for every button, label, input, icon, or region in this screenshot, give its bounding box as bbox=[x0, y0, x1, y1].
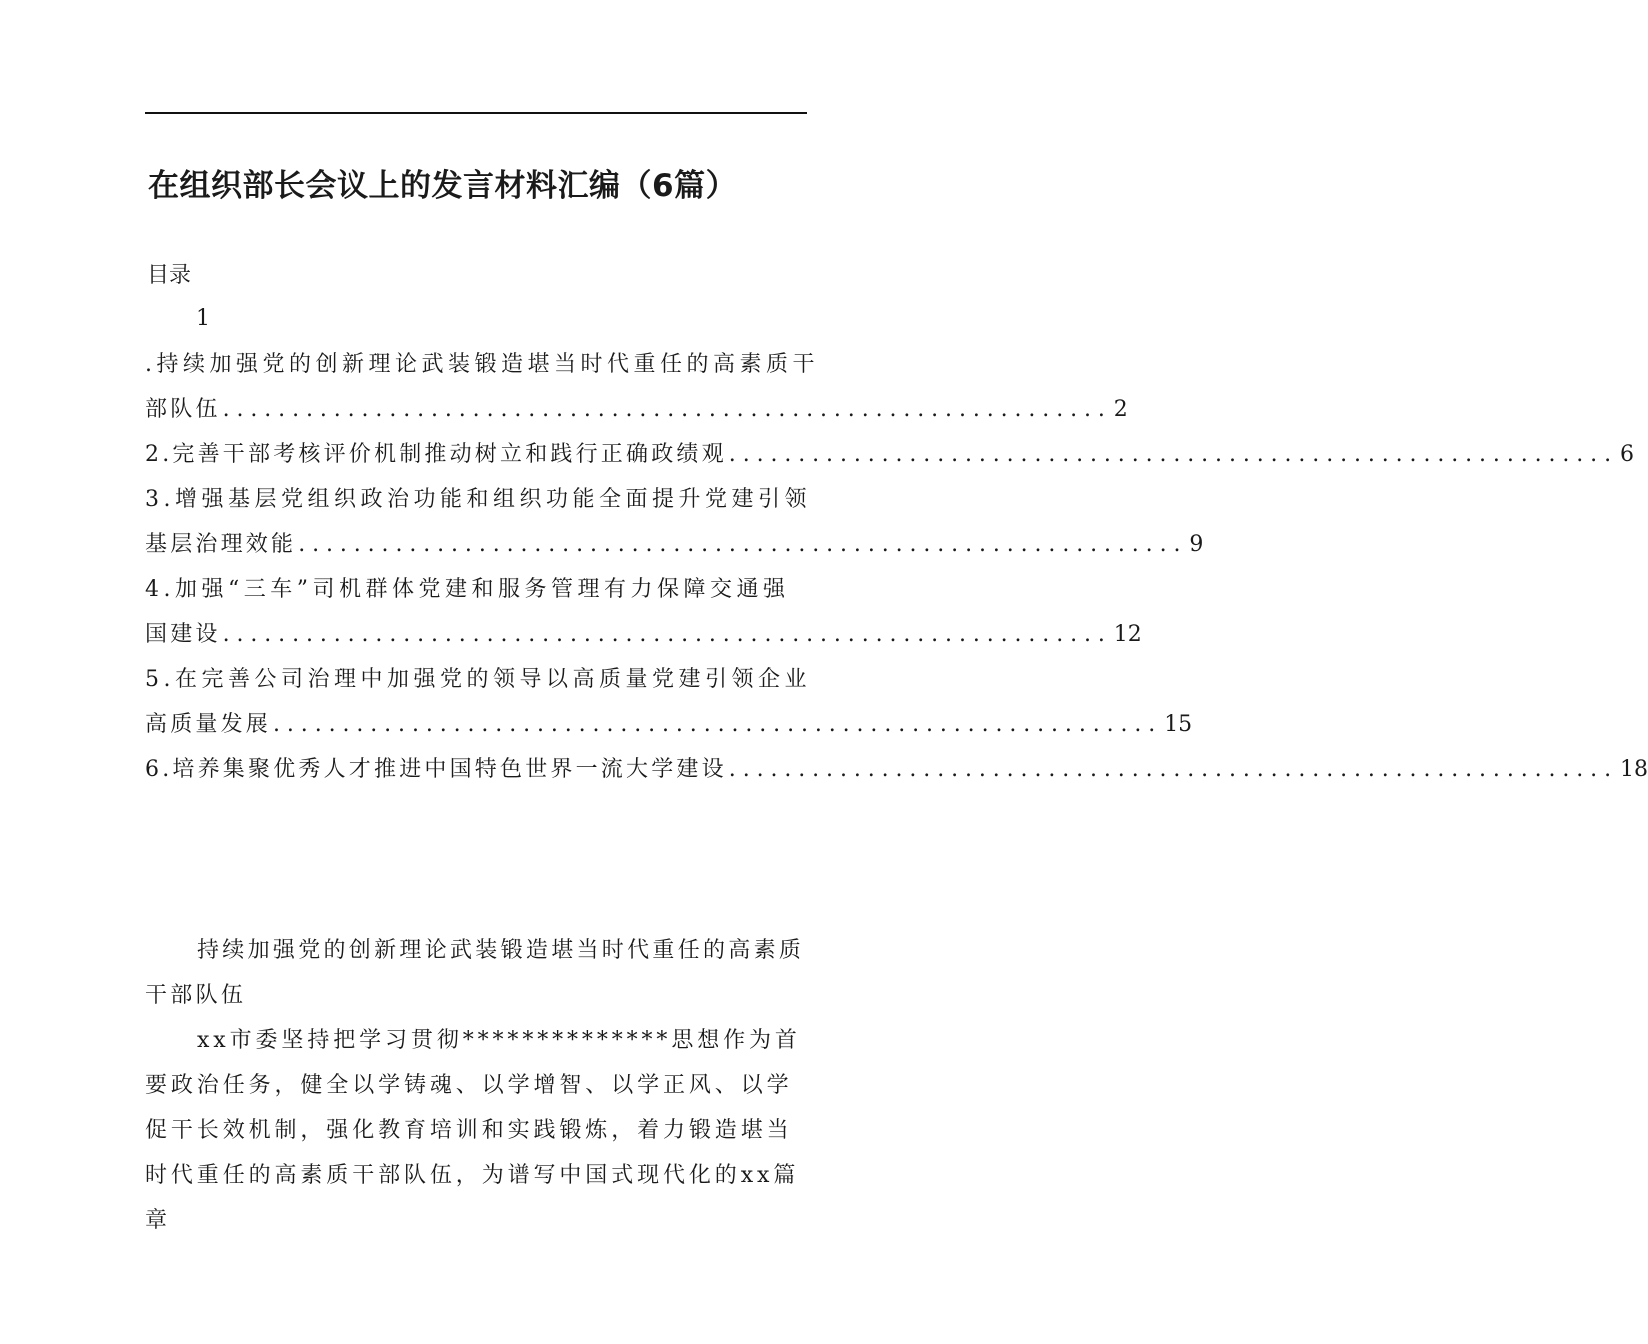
toc-entry-3-line1[interactable]: 3.增强基层党组织政治功能和组织功能全面提升党建引领 bbox=[145, 487, 811, 512]
toc-entry-5-line1[interactable]: 5.在完善公司治理中加强党的领导以高质量党建引领企业 bbox=[145, 667, 811, 692]
toc-leader-dots: ................................................................ bbox=[222, 397, 1112, 422]
toc-page-number: 18 bbox=[1619, 757, 1648, 782]
toc-leader-dots: ................................................................ bbox=[273, 712, 1163, 737]
toc-page-number: 12 bbox=[1113, 622, 1142, 647]
toc-entry-text: 高质量发展 bbox=[145, 712, 272, 737]
toc-entry-4-line2[interactable] bbox=[145, 620, 1142, 665]
toc-page-number: 9 bbox=[1189, 532, 1204, 557]
toc-page-number: 2 bbox=[1113, 397, 1128, 422]
toc-entry-text: 部队伍 bbox=[145, 397, 221, 422]
body-section bbox=[145, 928, 807, 1243]
body-paragraph: xx市委坚持把学习贯彻**************思想作为首要政治任务，健全以学铸魂、以学增智、以学正风、以学促干长效机制，强化教育培训和实践锻炼，着力锻造堪当时代重任的高素质干部队伍，为谱写中国式现代化的xx篇章 bbox=[145, 1028, 801, 1233]
toc-leader-dots: ................................................................ bbox=[298, 532, 1188, 557]
toc-leader-dots: ................................................................ bbox=[728, 757, 1618, 782]
toc-first-number: 1 bbox=[196, 306, 210, 331]
toc-entry-1-line2[interactable] bbox=[145, 395, 1128, 440]
toc-entry-text: 2.完善干部考核评价机制推动树立和践行正确政绩观 bbox=[145, 442, 727, 467]
toc-leader-dots: ................................................................ bbox=[222, 622, 1112, 647]
toc-entry-text: 国建设 bbox=[145, 622, 221, 647]
document-title: 在组织部长会议上的发言材料汇编（6篇） bbox=[148, 168, 738, 204]
toc-page-number: 6 bbox=[1619, 442, 1634, 467]
toc-heading: 目录 bbox=[147, 263, 192, 288]
toc-entry-6[interactable] bbox=[145, 755, 1648, 800]
toc-leader-dots: ................................................................ bbox=[728, 442, 1618, 467]
toc-entry-2[interactable] bbox=[145, 440, 1634, 485]
header-rule bbox=[145, 112, 807, 114]
toc-entry-text: 6.培养集聚优秀人才推进中国特色世界一流大学建设 bbox=[145, 757, 727, 782]
toc-entry-4-line1[interactable]: 4.加强“三车”司机群体党建和服务管理有力保障交通强 bbox=[145, 577, 790, 602]
toc-entry-1-line1[interactable]: .持续加强党的创新理论武装锻造堪当时代重任的高素质干 bbox=[145, 352, 819, 377]
toc-entry-5-line2[interactable] bbox=[145, 710, 1193, 755]
toc-entry-text: 基层治理效能 bbox=[145, 532, 297, 557]
toc-page-number: 15 bbox=[1164, 712, 1193, 737]
table-of-contents bbox=[145, 350, 1648, 800]
toc-entry-3-line2[interactable] bbox=[145, 530, 1204, 575]
section-title: 持续加强党的创新理论武装锻造堪当时代重任的高素质干部队伍 bbox=[145, 938, 805, 1008]
